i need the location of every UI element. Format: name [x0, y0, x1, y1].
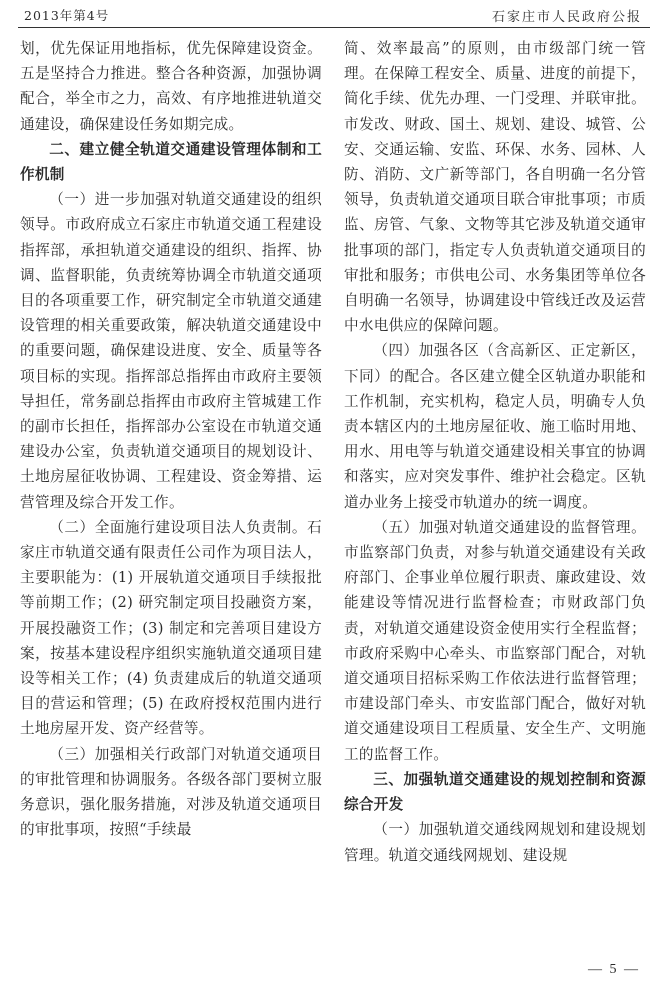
paragraph: 简、效率最高”的原则，由市级部门统一管理。在保障工程安全、质量、进度的前提下，简化手续、优先办理、一门受理、并联审批。市发改、财政、国土、规划、建设、城管、公安、交通运输、安监、环保、水务、园林、人防、消防、文广新等部门，各自明确一名分管领导，负责轨道交通项目联合审批事项；市质监、房管、气象、文物等其它涉及轨道交通审批事项的部门，指定专人负责轨道交通项目的审批和服务；市供电公司、水务集团等单位各自明确一名领导，协调建设中管线迁改及运营中水电供应的保障问题。 [344, 40, 646, 335]
section-heading: 二、建立健全轨道交通建设管理体制和工作机制 [20, 140, 322, 184]
paragraph: （四）加强各区（含高新区、正定新区，下同）的配合。各区建立健全区轨道办职能和工作机制，充实机构，稳定人员，明确专人负责本辖区内的土地房屋征收、施工临时用地、用水、用电等与轨道交通建设相关事宜的协调和落实，应对突发事件、维护社会稳定。区轨道办业务上接受市轨道办的统一调度。 [344, 342, 646, 511]
paragraph: （五）加强对轨道交通建设的监督管理。市监察部门负责，对参与轨道交通建设有关政府部门、企事业单位履行职责、廉政建设、效能建设等情况进行监督检查；市财政部门负责，对轨道交通建设资金使用实行全程监督；市政府采购中心牵头、市监察部门配合，对轨道交通项目招标采购工作依法进行监督管理；市建设部门牵头、市安监部门配合，做好对轨道交通建设项目工程质量、安全生产、文明施工的监督工作。 [344, 518, 646, 763]
section-heading: 三、加强轨道交通建设的规划控制和资源综合开发 [344, 770, 646, 814]
paragraph: （一）加强轨道交通线网规划和建设规划管理。轨道交通线网规划、建设规 [344, 821, 646, 864]
publication-title: 石家庄市人民政府公报 [491, 10, 642, 25]
page-header [0, 0, 668, 28]
right-column [344, 36, 646, 868]
paragraph: 划，优先保证用地指标，优先保障建设资金。五是坚持合力推进。整合各种资源，加强协调配合，举全市之力，高效、有序地推进轨道交通建设，确保建设任务如期完成。 [20, 40, 322, 133]
paragraph: （一）进一步加强对轨道交通建设的组织领导。市政府成立石家庄市轨道交通工程建设指挥部，承担轨道交通建设的组织、指挥、协调、监督职能，负责统筹协调全市轨道交通项目的各项重要工作，研究制定全市轨道交通建设管理的相关重要政策，解决轨道交通建设中的重要问题，确保建设进度、安全、质量等各项目标的实现。指挥部总指挥由市政府主要领导担任，常务副总指挥由市政府主管城建工作的副市长担任，指挥部办公室设在市轨道交通建设办公室，负责轨道交通项目的规划设计、土地房屋征收协调、工程建设、资金筹措、运营管理及综合开发工作。 [20, 191, 322, 511]
issue-label: 2013年第4号 [24, 8, 110, 23]
left-column [20, 36, 322, 843]
paragraph: （二）全面施行建设项目法人负责制。石家庄市轨道交通有限责任公司作为项目法人，主要职能为：(1) 开展轨道交通项目手续报批等前期工作；(2) 研究制定项目投融资方案，开展投融资工作；(3) 制定和完善项目建设方案，按基本建设程序组织实施轨道交通项目建设等相关工作；(4) 负责建成后的轨道交通项目的营运和管理；(5) 在政府授权范围内进行土地房屋开发、资产经营等。 [20, 518, 322, 738]
header-rule [18, 27, 650, 28]
paragraph: （三）加强相关行政部门对轨道交通项目的审批管理和协调服务。各级各部门要树立服务意识，强化服务措施，对涉及轨道交通项目的审批事项，按照“手续最 [20, 745, 322, 839]
page-number: — 5 — [588, 962, 640, 977]
